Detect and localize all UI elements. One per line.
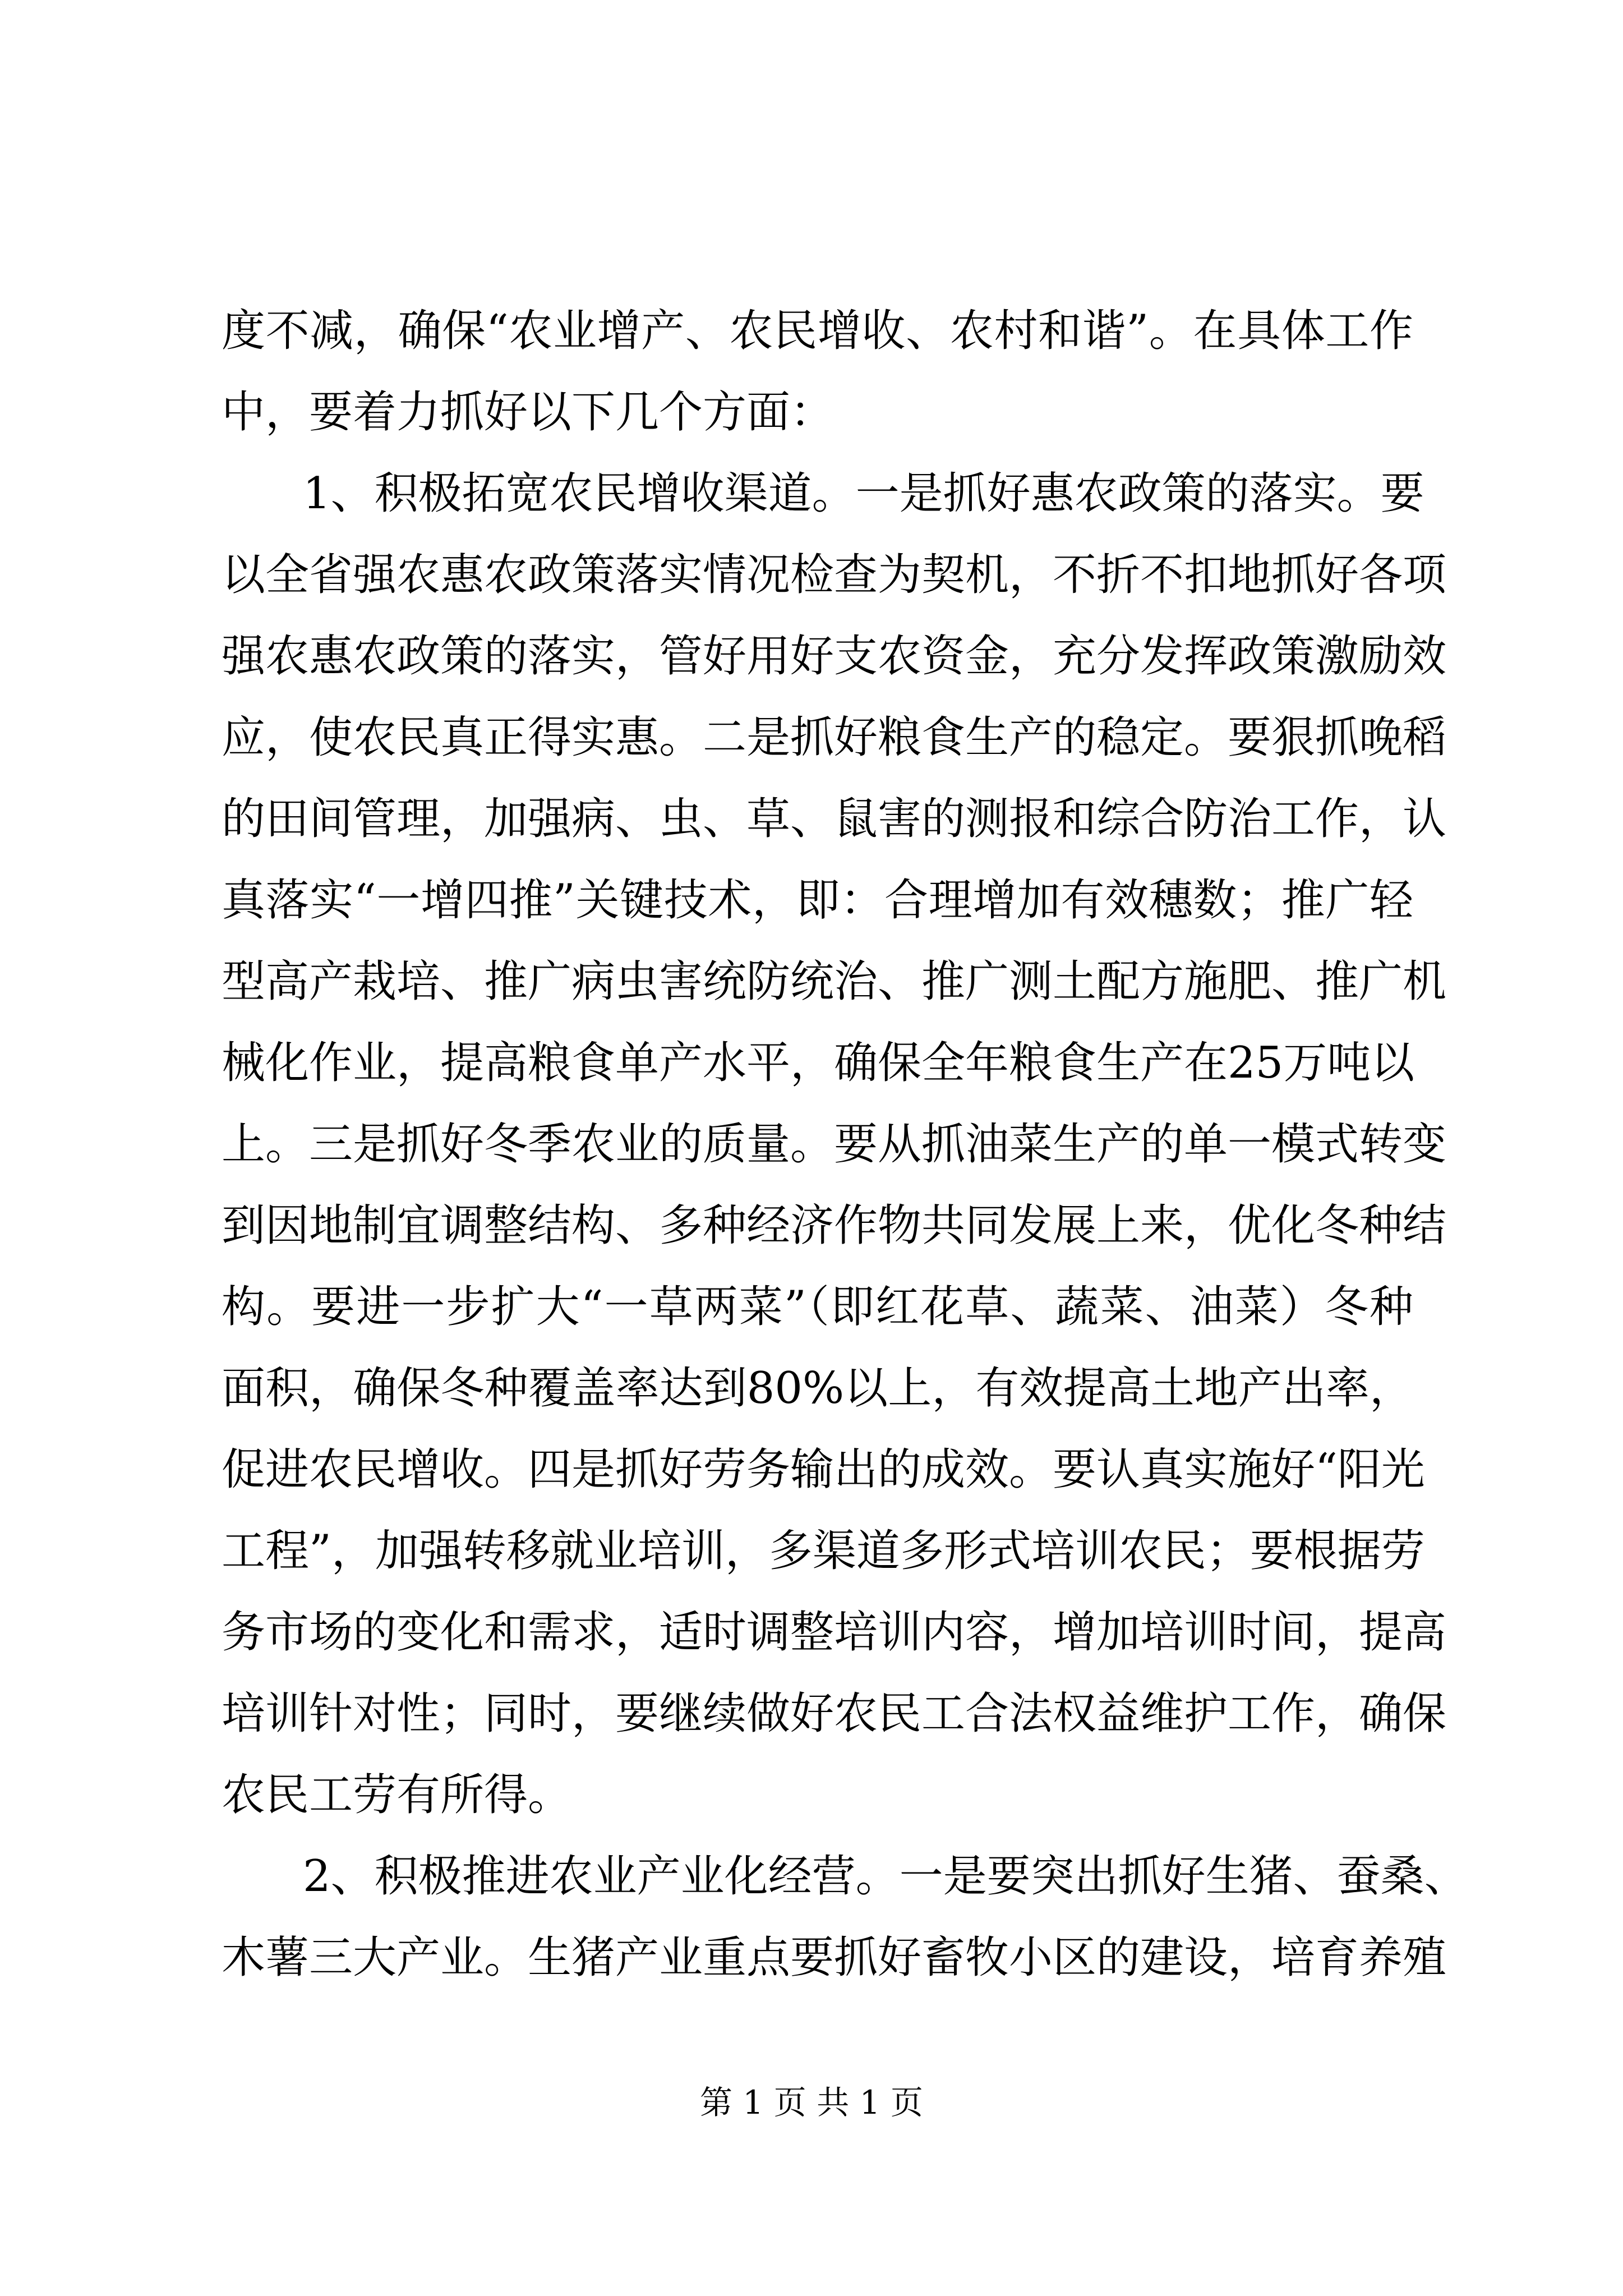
text-line: 2、积极推进农业产业化经营。一是要突出抓好生猪、蚕桑、 [303,1851,1468,1902]
text-line: 械化作业，提高粮食单产水平，确保全年粮食生产在25万吨以 [222,1038,1415,1088]
text-line: 1、积极拓宽农民增收渠道。一是抓好惠农政策的落实。要 [303,468,1424,519]
text-line: 工程”，加强转移就业培训，多渠道多形式培训农民；要根据劳 [222,1526,1425,1576]
text-line: 应，使农民真正得实惠。二是抓好粮食生产的稳定。要狠抓晚稻 [222,712,1447,763]
text-line: 上。三是抓好冬季农业的质量。要从抓油菜生产的单一模式转变 [222,1119,1447,1170]
text-line: 构。要进一步扩大“一草两菜”（即红花草、蔬菜、油菜）冬种 [222,1282,1413,1332]
text-line: 度不减，确保“农业增产、农民增收、农村和谐”。在具体工作 [222,306,1413,356]
text-line: 以全省强农惠农政策落实情况检查为契机，不折不扣地抓好各项 [222,550,1447,600]
text-line: 真落实“一增四推”关键技术，即：合理增加有效穗数；推广轻 [222,875,1413,926]
text-line: 中，要着力抓好以下几个方面： [222,387,834,438]
text-line: 的田间管理，加强病、虫、草、鼠害的测报和综合防治工作，认 [222,794,1447,844]
text-line: 促进农民增收。四是抓好劳务输出的成效。要认真实施好“阳光 [222,1444,1425,1495]
text-line: 务市场的变化和需求，适时调整培训内容，增加培训时间，提高 [222,1607,1447,1658]
text-line: 面积，确保冬种覆盖率达到80%以上，有效提高土地产出率， [222,1363,1413,1414]
text-line: 到因地制宜调整结构、多种经济作物共同发展上来，优化冬种结 [222,1200,1447,1251]
page-footer: 第 1 页 共 1 页 [700,2083,923,2122]
text-line: 木薯三大产业。生猪产业重点要抓好畜牧小区的建设，培育养殖 [222,1932,1447,1983]
text-line: 农民工劳有所得。 [222,1770,572,1820]
document-body [222,291,1468,1999]
text-line: 强农惠农政策的落实，管好用好支农资金，充分发挥政策激励效 [222,631,1447,682]
text-line: 培训针对性；同时，要继续做好农民工合法权益维护工作，确保 [222,1688,1447,1739]
text-line: 型高产栽培、推广病虫害统防统治、推广测土配方施肥、推广机 [222,956,1447,1007]
